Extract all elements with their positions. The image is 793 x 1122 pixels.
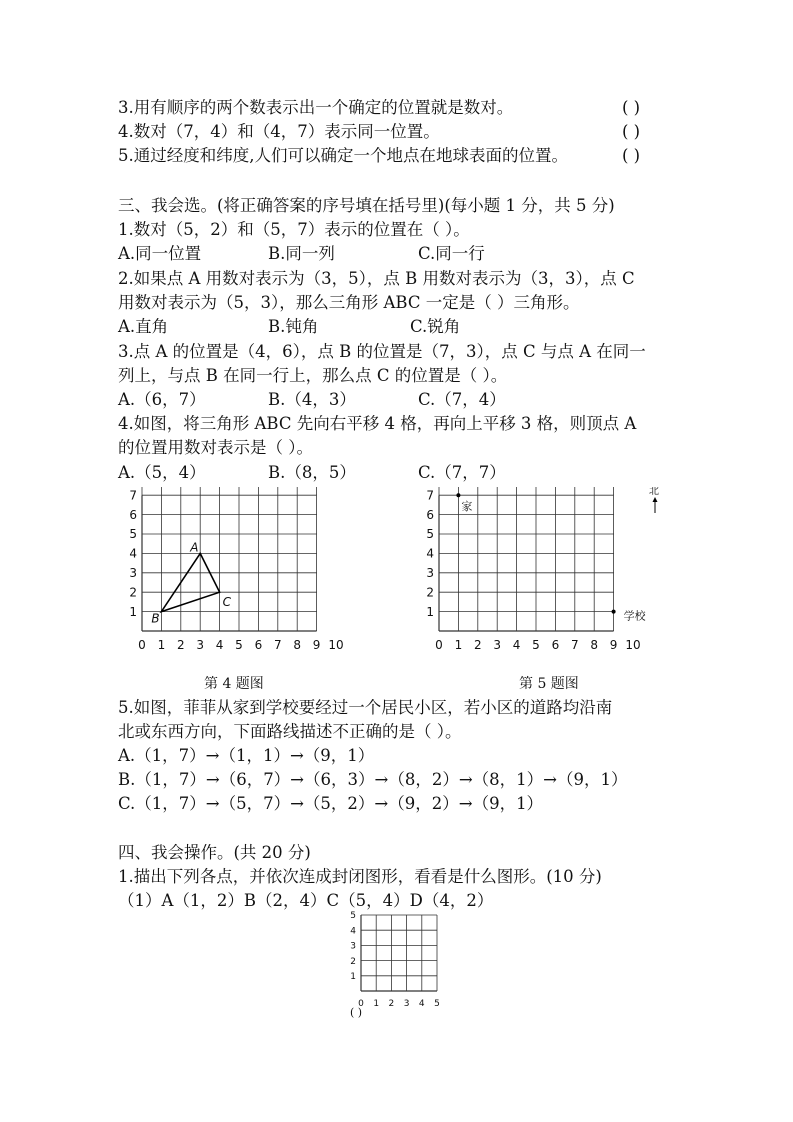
x-tick-label: 1 (157, 638, 166, 652)
x-tick-label: 3 (403, 999, 410, 1009)
answer-blank[interactable]: ( ) (622, 98, 641, 117)
y-tick-label: 3 (426, 566, 434, 580)
q2-option-b: B.钝角 (268, 317, 319, 336)
q4-stem-line2: 的位置用数对表示是（ ）。 (118, 438, 313, 457)
q2-stem-line2: 用数对表示为（5，3），那么三角形 ABC 一定是（ ）三角形。 (118, 293, 580, 312)
q1-option-b: B.同一列 (268, 244, 335, 263)
north-label: 北 (649, 487, 659, 497)
figure-5-grid (422, 487, 662, 667)
x-tick-label: 9 (312, 638, 321, 652)
answer-blank[interactable]: ( ) (622, 146, 641, 165)
triangle-abc (161, 553, 219, 611)
x-tick-label: 2 (176, 638, 185, 652)
judge-item-5: 5.通过经度和纬度,人们可以确定一个地点在地球表面的位置。 (118, 146, 568, 165)
x-tick-label: 10 (625, 638, 641, 652)
judge-item-3: 3.用有顺序的两个数表示出一个确定的位置就是数对。 (118, 98, 514, 117)
y-tick-label: 6 (426, 507, 434, 522)
q4-option-a: A.（5，4） (118, 463, 206, 482)
figure-5-caption: 第 5 题图 (519, 676, 579, 692)
x-tick-label: 8 (590, 638, 599, 652)
x-tick-label: 8 (293, 638, 302, 652)
s4-q1-stem: 1.描出下列各点，并依次连成封闭图形，看看是什么图形。(10 分) (118, 867, 602, 886)
x-tick-label: 5 (235, 638, 243, 652)
x-tick-label: 6 (551, 638, 560, 652)
q5-option-a: A.（1，7）→（1，1）→（9，1） (118, 746, 375, 765)
school-point (612, 610, 616, 614)
x-tick-label: 7 (570, 638, 579, 652)
vertex-label-c: C (222, 595, 231, 610)
q5-option-c: C.（1，7）→（5，7）→（5，2）→（9，2）→（9，1） (118, 794, 544, 813)
q3-stem-line2: 列上，与点 B 在同一行上，那么点 C 的位置是（ ）。 (118, 366, 508, 385)
x-tick-label: 2 (388, 999, 395, 1009)
y-tick-label: 2 (426, 585, 434, 600)
x-tick-label: 5 (532, 638, 540, 652)
y-tick-label: 3 (350, 941, 356, 952)
y-tick-label: 6 (129, 507, 137, 522)
y-tick-label: 4 (350, 926, 356, 937)
y-tick-label: 3 (129, 566, 137, 580)
q4-stem-line1: 4.如图，将三角形 ABC 先向右平移 4 格，再向上平移 3 格，则顶点 A (118, 414, 637, 433)
section-4-title: 四、我会操作。(共 20 分) (118, 843, 311, 862)
y-tick-label: 1 (426, 604, 434, 619)
q1-option-a: A.同一位置 (118, 244, 202, 263)
y-tick-label: 5 (129, 527, 137, 542)
vertex-label-a: A (190, 540, 199, 555)
x-tick-label: 1 (454, 638, 463, 652)
x-tick-label: 3 (196, 638, 205, 652)
q5-option-b: B.（1，7）→（6，7）→（6，3）→（8，2）→（8，1）→（9，1） (118, 770, 628, 789)
x-tick-label: 6 (254, 638, 263, 652)
y-tick-label: 5 (426, 527, 434, 542)
section-3-title: 三、我会选。(将正确答案的序号填在括号里)(每小题 1 分，共 5 分) (118, 196, 615, 215)
x-tick-label: 0 (138, 638, 146, 652)
school-label: 学校 (623, 609, 646, 623)
x-tick-label: 10 (328, 638, 344, 652)
home-label: 家 (461, 500, 473, 514)
x-tick-label: 4 (418, 999, 425, 1009)
q5-stem-line2: 北或东西方向，下面路线描述不正确的是（ ）。 (118, 722, 462, 741)
q3-stem-line1: 3.点 A 的位置是（4，6），点 B 的位置是（7，3），点 C 与点 A 在同一 (118, 342, 646, 361)
q4-option-c: C.（7，7） (418, 463, 506, 482)
q3-option-c: C.（7，4） (418, 390, 506, 409)
q5-stem-line1: 5.如图，菲菲从家到学校要经过一个居民小区，若小区的道路均沿南 (118, 698, 613, 717)
x-tick-label: 2 (473, 638, 482, 652)
x-tick-label: 0 (435, 638, 443, 652)
q1-stem: 1.数对（5，2）和（5，7）表示的位置在（ ）。 (118, 220, 470, 239)
q3-option-b: B.（4，3） (268, 390, 356, 409)
y-tick-label: 4 (129, 546, 137, 561)
x-tick-label: 0 (358, 999, 364, 1009)
y-tick-label: 1 (129, 604, 137, 619)
q2-stem-line1: 2.如果点 A 用数对表示为（3，5），点 B 用数对表示为（3，3），点 C (118, 269, 635, 288)
y-tick-label: 5 (350, 911, 356, 922)
y-tick-label: 7 (426, 488, 434, 503)
y-tick-label: 2 (350, 956, 356, 967)
q2-option-a: A.直角 (118, 317, 169, 336)
s4-q1-sub1: （1）A（1，2）B（2，4）C（5，4）D（4，2） (118, 891, 494, 910)
answer-blank[interactable]: ( ) (350, 1006, 363, 1019)
home-point (456, 493, 460, 497)
q1-option-c: C.同一行 (418, 244, 485, 263)
x-tick-label: 9 (609, 638, 618, 652)
x-tick-label: 7 (273, 638, 282, 652)
x-tick-label: 4 (215, 638, 224, 652)
x-tick-label: 4 (512, 638, 521, 652)
figure-4-grid (125, 487, 365, 667)
answer-blank[interactable]: ( ) (622, 122, 641, 141)
y-tick-label: 7 (129, 488, 137, 503)
figure-4-caption: 第 4 题图 (204, 676, 264, 692)
x-tick-label: 5 (434, 999, 440, 1009)
vertex-label-b: B (151, 611, 160, 626)
y-tick-label: 4 (426, 546, 434, 561)
x-tick-label: 1 (373, 999, 380, 1009)
judge-item-4: 4.数对（7，4）和（4，7）表示同一位置。 (118, 122, 440, 141)
q3-option-a: A.（6，7） (118, 390, 206, 409)
operation-grid (344, 910, 444, 1010)
q4-option-b: B.（8，5） (268, 463, 356, 482)
north-arrow-head-icon (653, 497, 658, 502)
q2-option-c: C.锐角 (410, 317, 461, 336)
y-tick-label: 1 (350, 971, 356, 982)
y-tick-label: 2 (129, 585, 137, 600)
x-tick-label: 3 (493, 638, 502, 652)
